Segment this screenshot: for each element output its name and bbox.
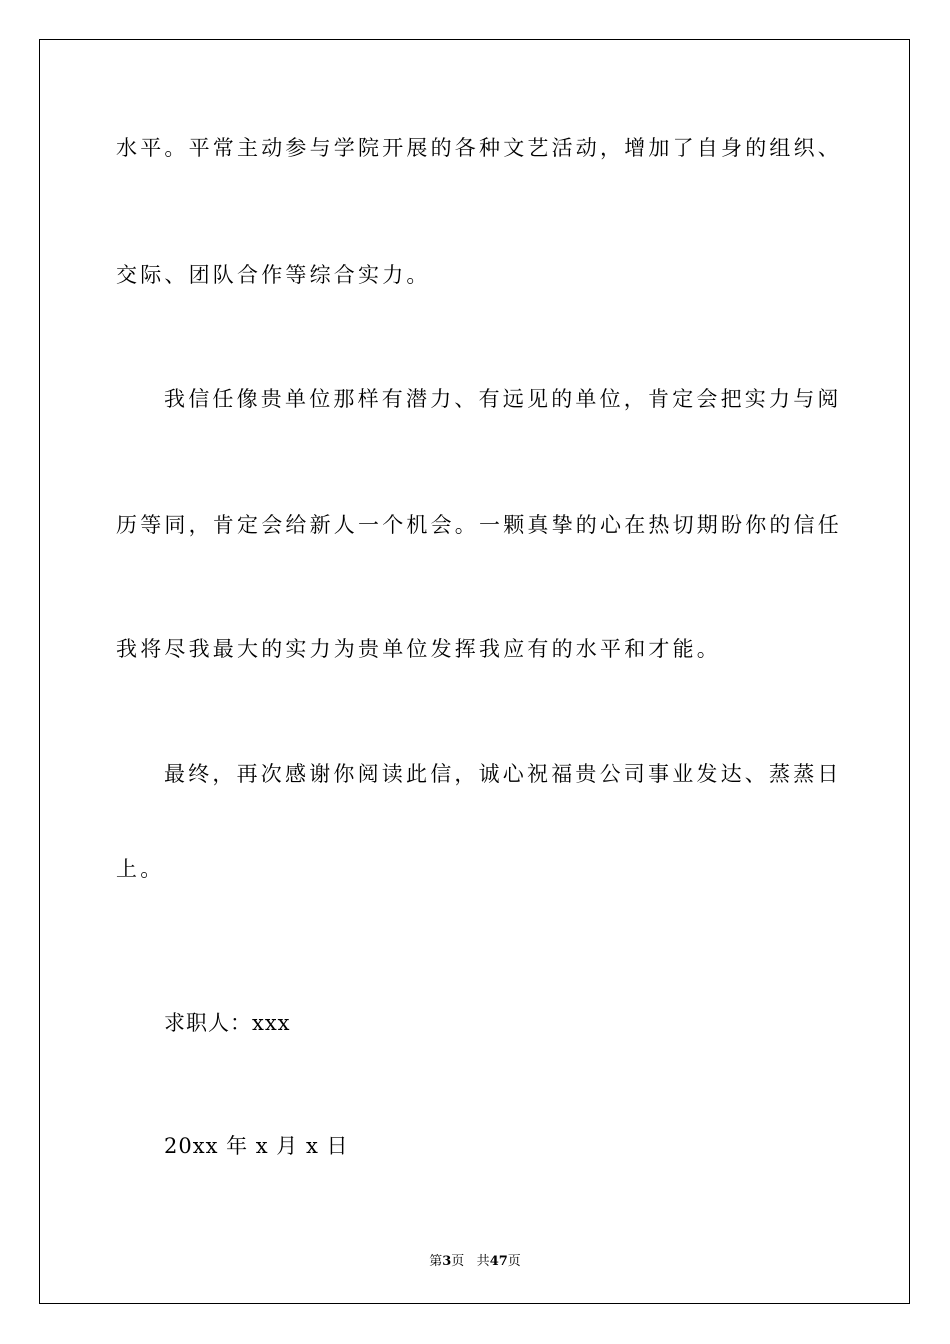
paragraph-start-line: 最终，再次感谢你阅读此信，诚心祝福贵公司事业发达、蒸蒸日 <box>164 762 842 786</box>
text-line: 水平。平常主动参与学院开展的各种文艺活动，增加了自身的组织、 <box>116 136 842 160</box>
footer-page-current: 3 <box>442 1254 452 1269</box>
signature-line: 求职人：xxx <box>164 1011 291 1035</box>
footer-page-total: 47 <box>489 1254 508 1269</box>
page-footer <box>0 1250 950 1269</box>
text-line: 上。 <box>116 857 165 881</box>
footer-total-suffix: 页 <box>507 1254 521 1269</box>
text-line: 历等同，肯定会给新人一个机会。一颗真挚的心在热切期盼你的信任 <box>116 513 842 537</box>
paragraph-start-line: 我信任像贵单位那样有潜力、有远见的单位，肯定会把实力与阅 <box>164 387 842 411</box>
text-line: 交际、团队合作等综合实力。 <box>116 263 431 287</box>
footer-page-prefix: 第 <box>429 1254 443 1269</box>
text-line: 我将尽我最大的实力为贵单位发挥我应有的水平和才能。 <box>116 637 721 661</box>
page-border <box>39 39 910 1304</box>
date-line: 20xx 年 x 月 x 日 <box>164 1134 349 1158</box>
footer-page-suffix: 页 <box>451 1254 465 1269</box>
footer-total-prefix: 共 <box>476 1254 490 1269</box>
